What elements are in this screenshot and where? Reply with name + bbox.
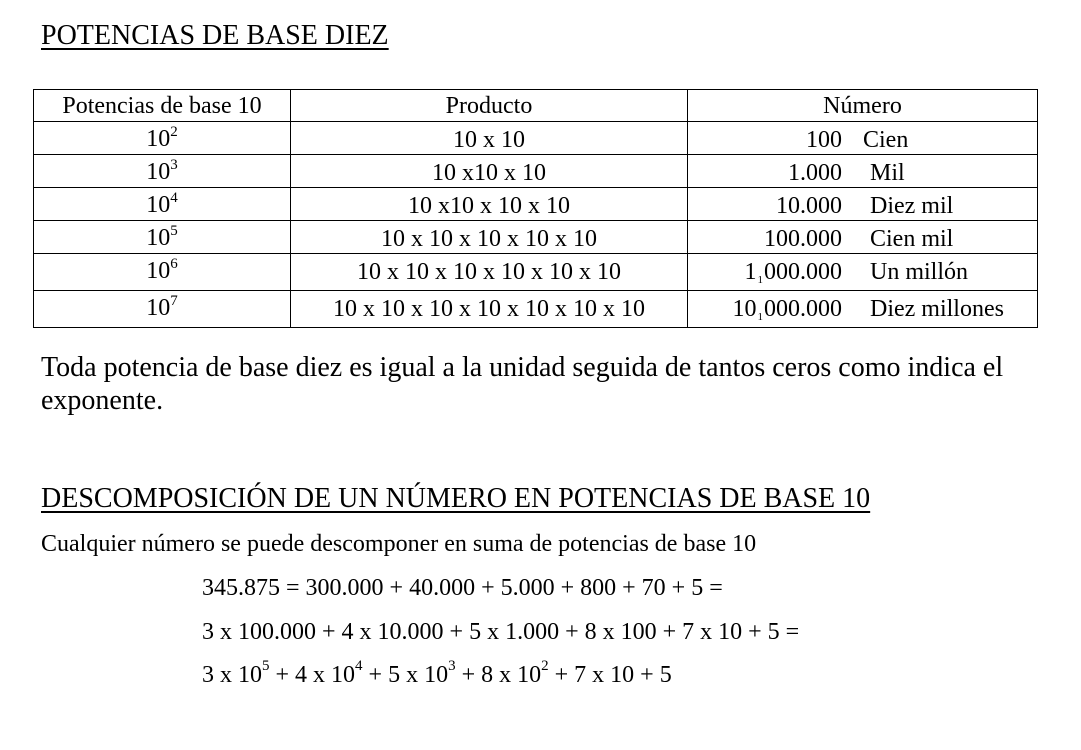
power-base: 10 — [146, 126, 171, 152]
power-exponent: 6 — [170, 256, 178, 272]
decomposition-intro: Cualquier número se puede descomponer en suma de potencias de base 10 — [41, 531, 757, 557]
power-base: 10 — [146, 225, 171, 251]
number-value: $10_1000.000$ — [732, 296, 842, 323]
number-value: 100 — [806, 127, 842, 153]
power-cell — [34, 291, 291, 328]
power-exponent: 4 — [170, 190, 178, 206]
power-base: 10 — [146, 258, 171, 284]
equation-line-2: 3 x 100.000 + 4 x 10.000 + 5 x 1.000 + 8 x 100 + 7 x 10 + 5 = — [202, 619, 800, 645]
exponent: 5 — [262, 658, 270, 674]
product-text: 10 x10 x 10 x 10 — [408, 193, 570, 219]
number-word: Cien mil — [870, 226, 954, 252]
number-value: $1_1000.000$ — [744, 259, 842, 286]
number-word: Diez millones — [870, 296, 1004, 322]
product-text: 10 x 10 x 10 x 10 x 10 x 10 — [357, 259, 621, 285]
rule-paragraph: Toda potencia de base diez es igual a la unidad seguida de tantos ceros como indica el exponente. — [41, 352, 1004, 416]
equation-line-3: 3 x $10^5 + 4$ x $10^4 + 5$ x $10^3 + 8$ x $10^2 + 7$ x 10 + 5 — [202, 658, 672, 688]
header-number: Número — [688, 90, 1038, 122]
number-cell — [688, 155, 1038, 188]
power-base: 10 — [146, 295, 171, 321]
power-cell — [34, 188, 291, 221]
power-cell — [34, 122, 291, 155]
product-text: 10 x 10 x 10 x 10 x 10 x 10 x 10 — [333, 296, 645, 322]
million-mark: 1 — [757, 274, 763, 286]
product-cell — [291, 291, 688, 328]
power-exponent: 5 — [170, 223, 178, 239]
power-cell — [34, 155, 291, 188]
number-word: Cien — [863, 127, 909, 153]
header-product: Producto — [291, 90, 688, 122]
number-cell — [688, 221, 1038, 254]
million-mark: 1 — [757, 311, 763, 323]
power-cell — [34, 254, 291, 291]
product-text: 10 x 10 x 10 x 10 x 10 — [381, 226, 597, 252]
table-row — [34, 254, 1038, 291]
number-cell — [688, 122, 1038, 155]
powers-table — [33, 89, 1038, 328]
number-value: 10.000 — [776, 193, 842, 219]
product-cell — [291, 122, 688, 155]
table-row — [34, 291, 1038, 328]
table-row — [34, 221, 1038, 254]
equation-line-1: 345.875 = 300.000 + 40.000 + 5.000 + 800 + 70 + 5 = — [202, 575, 723, 601]
section-title-decomposition: DESCOMPOSICIÓN DE UN NÚMERO EN POTENCIAS DE BASE 10 — [41, 483, 871, 514]
table-row — [34, 122, 1038, 155]
power-exponent: 2 — [170, 124, 178, 140]
power-base: 10 — [146, 159, 171, 185]
table-row — [34, 188, 1038, 221]
power-base: 10 — [146, 192, 171, 218]
product-cell — [291, 188, 688, 221]
number-word: Un millón — [870, 259, 969, 285]
exponent: 3 — [448, 658, 456, 674]
number-value: 100.000 — [764, 226, 842, 252]
product-text: 10 x10 x 10 — [432, 160, 546, 186]
product-cell — [291, 221, 688, 254]
table-row — [34, 155, 1038, 188]
number-cell — [688, 188, 1038, 221]
number-word: Diez mil — [870, 193, 954, 219]
exponent: 4 — [355, 658, 363, 674]
number-value: 1.000 — [788, 160, 842, 186]
number-cell — [688, 254, 1038, 291]
power-exponent: 3 — [170, 157, 178, 173]
exponent: 2 — [541, 658, 549, 674]
table-header-row — [34, 90, 1038, 122]
number-word: Mil — [870, 160, 905, 186]
power-exponent: 7 — [170, 293, 178, 309]
header-powers: Potencias de base 10 — [34, 90, 291, 122]
product-cell — [291, 254, 688, 291]
product-cell — [291, 155, 688, 188]
section-title-powers: POTENCIAS DE BASE DIEZ — [41, 20, 389, 51]
number-cell — [688, 291, 1038, 328]
product-text: 10 x 10 — [453, 127, 525, 153]
power-cell — [34, 221, 291, 254]
